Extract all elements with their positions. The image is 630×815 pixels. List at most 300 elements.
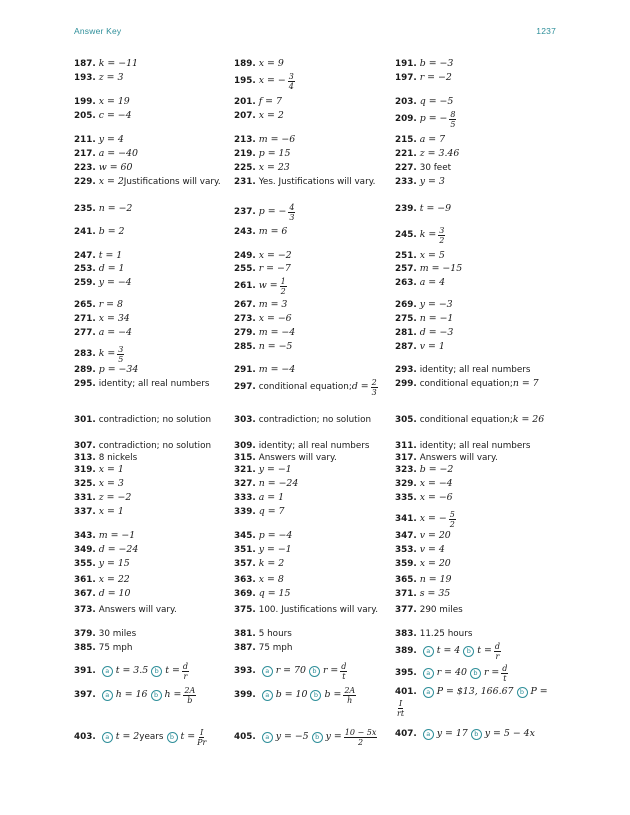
answer-expression: z = 3.46 <box>419 148 460 159</box>
exercise-number: 321. <box>234 465 256 475</box>
answer-expression: y = −5 <box>275 731 309 743</box>
exercise-number: 211. <box>74 135 96 145</box>
answer-expression: P = $13, 166.67 <box>436 686 514 697</box>
answer-item <box>395 414 555 427</box>
answer-expression: x = 2 <box>98 176 124 187</box>
answer-item <box>74 299 234 312</box>
answer-expression: y = 4 <box>98 134 124 145</box>
answer-item <box>395 110 555 129</box>
fraction-denominator: 2 <box>358 738 364 747</box>
exercise-number: 353. <box>395 545 417 555</box>
answer-text: 30 feet <box>419 163 452 173</box>
answer-expression: a = −40 <box>98 148 138 159</box>
fraction-numerator: I <box>200 728 204 737</box>
exercise-number: 197. <box>395 73 417 83</box>
answer-item <box>234 642 394 655</box>
answer-item <box>234 662 394 681</box>
answer-expression: k = 26 <box>512 414 545 425</box>
exercise-number: 241. <box>74 227 96 237</box>
answer-item <box>74 440 234 453</box>
exercise-number: 195. <box>234 76 256 87</box>
answer-expression: x = − <box>258 75 286 87</box>
answer-item <box>395 452 555 465</box>
answer-text: Justifications will vary. <box>123 177 221 187</box>
exercise-number: 187. <box>74 59 96 69</box>
answer-expression: c = −4 <box>98 110 132 121</box>
exercise-number: 307. <box>74 441 96 451</box>
exercise-number: 363. <box>234 575 256 585</box>
exercise-number: 281. <box>395 328 417 338</box>
page-number: 1237 <box>536 26 556 36</box>
answer-item <box>395 148 555 161</box>
answer-item <box>74 588 234 601</box>
exercise-number: 267. <box>234 300 256 310</box>
fraction-denominator: 3 <box>371 388 377 397</box>
part-label-circle: a <box>102 690 113 701</box>
exercise-number: 313. <box>74 453 96 463</box>
fraction-denominator: Pr <box>197 738 207 747</box>
answer-expression: z = −2 <box>98 492 132 503</box>
answer-expression: x = − <box>419 513 447 525</box>
answer-item <box>74 378 234 391</box>
exercise-number: 209. <box>395 114 417 125</box>
answer-item <box>234 604 394 617</box>
answer-item <box>395 574 555 587</box>
answer-expression: p = −34 <box>98 364 139 375</box>
fraction-numerator: 2 <box>371 378 377 387</box>
fraction-numerator: 2A <box>344 686 356 695</box>
answer-expression: m = −15 <box>419 263 463 274</box>
answer-expression: d = <box>351 381 369 393</box>
answer-item <box>234 506 394 519</box>
answer-item <box>395 176 555 189</box>
part-label-circle: a <box>423 668 434 679</box>
answer-text: conditional equation; <box>258 382 352 393</box>
answer-text: 100. Justifications will vary. <box>258 605 379 615</box>
answer-item <box>395 628 555 641</box>
part-label-circle: a <box>423 646 434 657</box>
exercise-number: 389. <box>395 646 417 657</box>
exercise-number: 373. <box>74 605 96 615</box>
answer-expression: k = −11 <box>98 58 138 69</box>
answer-item <box>74 642 234 655</box>
answer-expression: m = −6 <box>258 134 296 145</box>
answer-item <box>74 452 234 465</box>
answer-item <box>234 341 394 354</box>
fraction-numerator: d <box>182 662 188 671</box>
exercise-number: 333. <box>234 493 256 503</box>
answer-expression: a = 4 <box>419 277 446 288</box>
exercise-number: 317. <box>395 453 417 463</box>
answer-expression: d = 10 <box>98 588 131 599</box>
answer-item <box>74 226 234 239</box>
exercise-number: 367. <box>74 589 96 599</box>
answer-item <box>234 728 394 747</box>
answer-item <box>234 628 394 641</box>
exercise-number: 393. <box>234 666 256 677</box>
answer-expression: x = 3 <box>98 478 124 489</box>
fraction-numerator: 3 <box>288 72 294 81</box>
exercise-number: 327. <box>234 479 256 489</box>
answer-item <box>234 530 394 543</box>
answer-item <box>74 544 234 557</box>
fraction-numerator: I <box>398 698 403 708</box>
exercise-number: 297. <box>234 382 256 393</box>
exercise-number: 265. <box>74 300 96 310</box>
answer-expression: m = −4 <box>258 327 296 338</box>
answer-item <box>234 686 394 705</box>
answer-text: 75 mph <box>258 643 293 653</box>
fraction-denominator: 4 <box>288 82 294 91</box>
exercise-number: 225. <box>234 163 256 173</box>
answer-item <box>395 327 555 340</box>
exercise-number: 243. <box>234 227 256 237</box>
answer-expression: p = − <box>419 113 448 125</box>
exercise-number: 387. <box>234 643 256 653</box>
answer-expression: y = 3 <box>419 176 445 187</box>
answer-expression: q = 7 <box>258 506 285 517</box>
answer-expression: r = 8 <box>98 299 123 310</box>
fraction <box>494 642 501 661</box>
part-label-circle: a <box>262 690 273 701</box>
answer-text: Answers will vary. <box>98 605 177 615</box>
answer-expression: x = 19 <box>98 96 130 107</box>
exercise-number: 253. <box>74 264 96 274</box>
answer-item <box>395 544 555 557</box>
fraction <box>449 110 456 129</box>
answer-item <box>74 506 234 519</box>
exercise-number: 329. <box>395 479 417 489</box>
exercise-number: 403. <box>74 732 96 743</box>
answer-expression: r = −2 <box>419 72 452 83</box>
exercise-number: 335. <box>395 493 417 503</box>
answer-expression: v = 4 <box>419 544 445 555</box>
exercise-number: 407. <box>395 729 417 739</box>
answer-expression: p = 15 <box>258 148 291 159</box>
part-label-circle: b <box>312 732 323 743</box>
answer-expression: x = 9 <box>258 58 284 69</box>
exercise-number: 189. <box>234 59 256 69</box>
answer-expression: r = <box>322 665 339 677</box>
exercise-number: 215. <box>395 135 417 145</box>
answer-expression: q = −5 <box>419 96 454 107</box>
answer-expression: x = 1 <box>98 506 124 517</box>
exercise-number: 245. <box>395 230 417 241</box>
answer-expression: t = 2 <box>115 731 140 743</box>
exercise-number: 341. <box>395 514 417 525</box>
answer-expression: b = 10 <box>275 689 308 701</box>
exercise-number: 295. <box>74 379 96 389</box>
exercise-number: 315. <box>234 453 256 463</box>
answer-item <box>74 263 234 276</box>
answer-expression: t = <box>477 645 492 657</box>
answer-expression: d = 1 <box>98 263 125 274</box>
answer-item <box>74 464 234 477</box>
answer-item <box>74 628 234 641</box>
exercise-number: 261. <box>234 281 256 292</box>
exercise-number: 223. <box>74 163 96 173</box>
part-label-circle: b <box>151 666 162 677</box>
answer-expression: t = 1 <box>98 250 123 261</box>
answer-item <box>395 728 555 741</box>
exercise-number: 381. <box>234 629 256 639</box>
exercise-number: 259. <box>74 278 96 288</box>
answer-text: contradiction; no solution <box>98 415 212 425</box>
exercise-number: 293. <box>395 365 417 375</box>
answer-item <box>395 642 555 661</box>
answer-item <box>74 492 234 505</box>
answer-expression: n = 7 <box>512 378 539 389</box>
answer-item <box>234 148 394 161</box>
exercise-number: 405. <box>234 732 256 743</box>
running-header-title: Answer Key <box>74 26 122 36</box>
exercise-number: 361. <box>74 575 96 585</box>
answer-item <box>74 478 234 491</box>
exercise-number: 401. <box>395 687 417 697</box>
answer-item <box>395 686 555 718</box>
answer-expression: t = <box>180 731 196 743</box>
fraction-numerator: 2A <box>184 686 196 695</box>
answer-text: identity; all real numbers <box>258 441 370 451</box>
part-label-circle: b <box>151 690 162 701</box>
answer-expression: r = 40 <box>436 667 467 679</box>
exercise-number: 319. <box>74 465 96 475</box>
answer-text: 11.25 hours <box>419 629 473 639</box>
answer-item <box>74 345 234 364</box>
answer-item <box>395 558 555 571</box>
answer-item <box>234 96 394 109</box>
answer-item <box>74 277 234 290</box>
fraction-numerator: d <box>502 664 508 673</box>
answer-item <box>234 574 394 587</box>
exercise-number: 305. <box>395 415 417 425</box>
answer-expression: x = 23 <box>258 162 290 173</box>
answer-expression: h = 16 <box>115 689 148 701</box>
fraction-denominator: t <box>342 672 346 681</box>
exercise-number: 285. <box>234 342 256 352</box>
part-label-circle: a <box>423 729 434 740</box>
exercise-number: 375. <box>234 605 256 615</box>
answer-item <box>74 558 234 571</box>
exercise-number: 309. <box>234 441 256 451</box>
answer-item <box>234 544 394 557</box>
answer-expression: a = 1 <box>258 492 285 503</box>
answer-expression: x = 34 <box>98 313 130 324</box>
exercise-number: 207. <box>234 111 256 121</box>
exercise-number: 325. <box>74 479 96 489</box>
answer-expression: b = −3 <box>419 58 454 69</box>
fraction-denominator: 2 <box>449 520 455 529</box>
answer-item <box>395 162 555 175</box>
exercise-number: 233. <box>395 177 417 187</box>
answer-item <box>395 203 555 216</box>
fraction-numerator: 1 <box>280 277 286 286</box>
part-label-circle: b <box>471 729 482 740</box>
exercise-number: 371. <box>395 589 417 599</box>
fraction <box>280 277 287 296</box>
answer-text: 30 miles <box>98 629 137 639</box>
exercise-number: 237. <box>234 207 256 218</box>
answer-item <box>74 574 234 587</box>
exercise-number: 205. <box>74 111 96 121</box>
answer-item <box>234 263 394 276</box>
fraction <box>288 203 295 222</box>
answer-expression: y = −1 <box>258 544 292 555</box>
exercise-number: 249. <box>234 251 256 261</box>
exercise-number: 359. <box>395 559 417 569</box>
answer-item <box>234 72 394 91</box>
answer-item <box>234 313 394 326</box>
exercise-number: 279. <box>234 328 256 338</box>
answer-item <box>395 263 555 276</box>
exercise-number: 287. <box>395 342 417 352</box>
answer-item <box>74 148 234 161</box>
answer-item <box>395 134 555 147</box>
answer-expression: d = −24 <box>98 544 139 555</box>
answer-expression: x = 20 <box>419 558 451 569</box>
answer-expression: t = 4 <box>436 645 461 657</box>
fraction <box>183 686 196 705</box>
answer-item <box>74 662 234 681</box>
answer-expression: t = 3.5 <box>115 665 149 677</box>
exercise-number: 377. <box>395 605 417 615</box>
answer-expression: n = 19 <box>419 574 452 585</box>
fraction-denominator: r <box>495 652 500 661</box>
exercise-number: 263. <box>395 278 417 288</box>
answer-expression: P = <box>530 686 548 697</box>
answer-expression: x = 22 <box>98 574 130 585</box>
answer-item <box>234 250 394 263</box>
answer-item <box>74 176 234 189</box>
answer-expression: v = 1 <box>419 341 445 352</box>
exercise-number: 343. <box>74 531 96 541</box>
fraction <box>117 345 124 364</box>
exercise-number: 213. <box>234 135 256 145</box>
answer-item <box>234 492 394 505</box>
answer-item <box>74 313 234 326</box>
fraction-numerator: 8 <box>450 110 456 119</box>
answer-expression: w = 60 <box>98 162 133 173</box>
answer-item <box>395 364 555 377</box>
answer-expression: w = <box>258 280 278 292</box>
answer-text: Yes. Justifications will vary. <box>258 177 376 187</box>
answer-expression: z = 3 <box>98 72 124 83</box>
answer-expression: b = 2 <box>98 226 125 237</box>
answer-expression: y = 15 <box>98 558 130 569</box>
answer-item <box>234 588 394 601</box>
answer-item <box>74 604 234 617</box>
exercise-number: 251. <box>395 251 417 261</box>
exercise-number: 339. <box>234 507 256 517</box>
answer-item <box>74 364 234 377</box>
answer-item <box>74 162 234 175</box>
answer-item <box>74 203 234 216</box>
answer-item <box>234 299 394 312</box>
exercise-number: 397. <box>74 690 96 701</box>
exercise-number: 311. <box>395 441 417 451</box>
answer-item <box>234 558 394 571</box>
fraction-denominator: 2 <box>280 287 286 296</box>
answer-expression: m = 6 <box>258 226 288 237</box>
answer-text: 290 miles <box>419 605 463 615</box>
answer-item <box>74 96 234 109</box>
exercise-number: 291. <box>234 365 256 375</box>
answer-expression: n = −2 <box>98 203 133 214</box>
fraction-numerator: 3 <box>439 226 445 235</box>
answer-item <box>395 96 555 109</box>
exercise-number: 247. <box>74 251 96 261</box>
answer-item <box>74 72 234 85</box>
answer-text: contradiction; no solution <box>258 415 372 425</box>
answer-expression: y = 5 − 4x <box>484 728 535 739</box>
answer-expression: y = <box>325 731 342 743</box>
exercise-number: 289. <box>74 365 96 375</box>
answer-expression: y = 17 <box>436 728 468 739</box>
exercise-number: 395. <box>395 668 417 679</box>
fraction-numerator: d <box>494 642 501 651</box>
exercise-number: 191. <box>395 59 417 69</box>
answer-item <box>234 134 394 147</box>
exercise-number: 349. <box>74 545 96 555</box>
answer-item <box>234 440 394 453</box>
answer-expression: r = <box>483 667 500 679</box>
answer-item <box>395 604 555 617</box>
exercise-number: 283. <box>74 349 96 360</box>
fraction-denominator: 5 <box>450 120 456 129</box>
answer-item <box>395 72 555 85</box>
answer-expression: v = 20 <box>419 530 451 541</box>
answer-expression: a = −4 <box>98 327 132 338</box>
answer-item <box>234 176 394 189</box>
fraction-denominator: r <box>183 672 188 681</box>
exercise-number: 369. <box>234 589 256 599</box>
answer-expression: r = −7 <box>258 263 291 274</box>
answer-expression: x = −2 <box>258 250 292 261</box>
answer-item <box>234 414 394 427</box>
answer-item <box>395 588 555 601</box>
answer-expression: x = −6 <box>419 492 453 503</box>
part-label-circle: a <box>262 666 273 677</box>
exercise-number: 239. <box>395 204 417 214</box>
exercise-number: 227. <box>395 163 417 173</box>
exercise-number: 203. <box>395 97 417 107</box>
answer-expression: x = 1 <box>98 464 124 475</box>
answer-expression: y = −3 <box>419 299 453 310</box>
answer-item <box>234 364 394 377</box>
exercise-number: 275. <box>395 314 417 324</box>
exercise-number: 391. <box>74 666 96 677</box>
answer-item <box>74 58 234 71</box>
answer-item <box>74 414 234 427</box>
part-label-circle: b <box>470 668 481 679</box>
part-label-circle: a <box>262 732 273 743</box>
part-label-circle: b <box>309 666 320 677</box>
answer-item <box>234 203 394 222</box>
fraction <box>449 510 456 529</box>
answer-item <box>395 313 555 326</box>
answer-item <box>395 510 555 529</box>
answer-item <box>395 530 555 543</box>
answer-item <box>395 299 555 312</box>
fraction-numerator: 4 <box>289 203 295 212</box>
fraction-denominator: 3 <box>289 213 295 222</box>
fraction <box>501 664 508 683</box>
part-label-circle: a <box>102 732 113 743</box>
answer-item <box>74 134 234 147</box>
exercise-number: 299. <box>395 379 417 389</box>
fraction-numerator: 5 <box>449 510 455 519</box>
fraction-denominator: rt <box>397 708 405 718</box>
